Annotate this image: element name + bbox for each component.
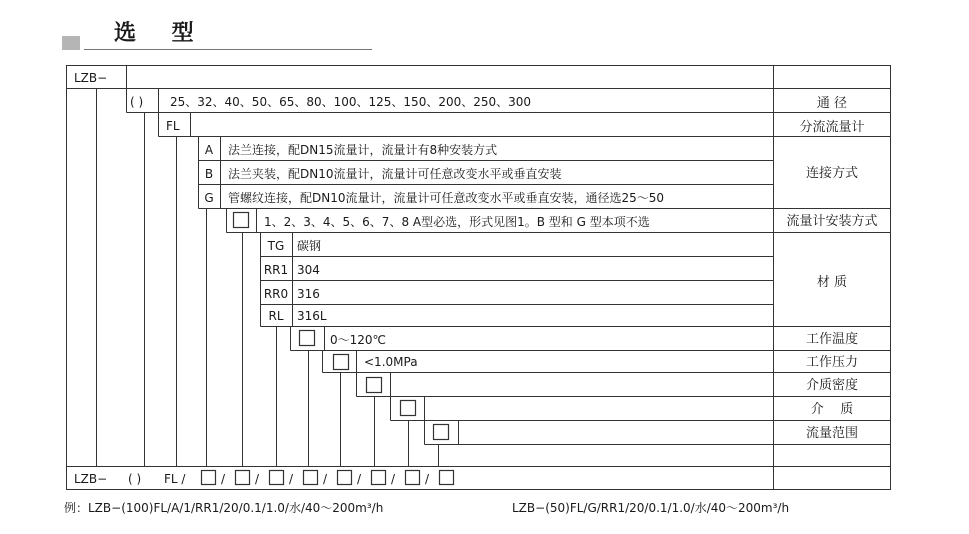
connection-text-a: 法兰连接，配DN15流量计，流量计有8种安装方式 <box>228 143 498 157</box>
bottom-code-slash: / <box>289 472 294 486</box>
bottom-code-box <box>304 471 318 485</box>
connection-code-b: B <box>204 167 214 181</box>
density-label: 介质密度 <box>805 378 859 393</box>
bottom-code-slots <box>202 471 454 487</box>
temperature-box <box>300 331 315 346</box>
flow-range-label: 流量范围 <box>805 426 859 441</box>
medium-label: 介 质 <box>810 402 854 417</box>
flow-range-box <box>434 425 449 440</box>
bottom-fl: FL / <box>164 472 186 486</box>
connection-text-b: 法兰夹装，配DN10流量计，流量计可任意改变水平或垂直安装 <box>228 167 562 181</box>
connection-label: 连接方式 <box>805 166 859 181</box>
medium-box <box>401 401 416 416</box>
diameter-label: 通 径 <box>816 96 848 111</box>
pressure-box <box>334 355 349 370</box>
material-code-tg: TG <box>267 239 285 253</box>
material-text-rl: 316L <box>297 309 327 323</box>
install-box <box>234 213 249 228</box>
bottom-code-box <box>338 471 352 485</box>
bottom-code-box <box>202 471 216 485</box>
pressure-label: 工作压力 <box>805 355 859 370</box>
material-text-rr0: 316 <box>297 287 320 301</box>
connection-code-a: A <box>204 143 214 157</box>
table-lines <box>67 66 891 490</box>
model-prefix: LZB− <box>74 71 108 85</box>
install-label: 流量计安装方式 <box>786 214 878 229</box>
density-box <box>367 378 382 393</box>
bottom-code-box <box>270 471 284 485</box>
split-label: 分流流量计 <box>799 120 865 135</box>
bottom-prefix: LZB− <box>74 472 108 486</box>
bottom-code-slash: / <box>391 472 396 486</box>
split-code: FL <box>166 119 180 133</box>
install-text: 1、2、3、4、5、6、7、8 A型必选，形式见图1。B 型和 G 型本项不选 <box>264 215 650 229</box>
material-label: 材 质 <box>816 275 848 290</box>
bottom-code-box <box>440 471 454 485</box>
bottom-code-slash: / <box>357 472 362 486</box>
bottom-code-box <box>372 471 386 485</box>
connection-text-g: 管螺纹连接，配DN10流量计，流量计可任意改变水平或垂直安装，通径选25～50 <box>228 191 665 205</box>
bottom-code-box <box>236 471 250 485</box>
bottom-code-slash: / <box>425 472 430 486</box>
material-code-rr0: RR0 <box>263 287 289 301</box>
material-code-rl: RL <box>268 309 284 323</box>
material-text-tg: 碳钢 <box>297 239 322 253</box>
diameter-code: ( ) <box>130 95 144 109</box>
pressure-text: <1.0MPa <box>364 355 418 369</box>
bottom-code-box <box>406 471 420 485</box>
bottom-code-slash: / <box>255 472 260 486</box>
material-code-rr1: RR1 <box>263 263 289 277</box>
connection-code-g: G <box>204 191 214 205</box>
example-1: 例：LZB−(100)FL/A/1/RR1/20/0.1/1.0/水/40～200m³/h <box>64 501 384 515</box>
temperature-label: 工作温度 <box>805 332 859 347</box>
title-text: 选 型 <box>114 21 208 46</box>
temperature-text: 0～120℃ <box>330 333 387 347</box>
example-2: LZB−(50)FL/G/RR1/20/0.1/1.0/水/40～200m³/h <box>512 501 790 515</box>
bottom-code-slash: / <box>221 472 226 486</box>
bottom-code-slash: / <box>323 472 328 486</box>
diameter-values: 25、32、40、50、65、80、100、125、150、200、250、300 <box>170 95 532 109</box>
material-text-rr1: 304 <box>297 263 320 277</box>
bottom-paren: ( ) <box>128 472 142 486</box>
